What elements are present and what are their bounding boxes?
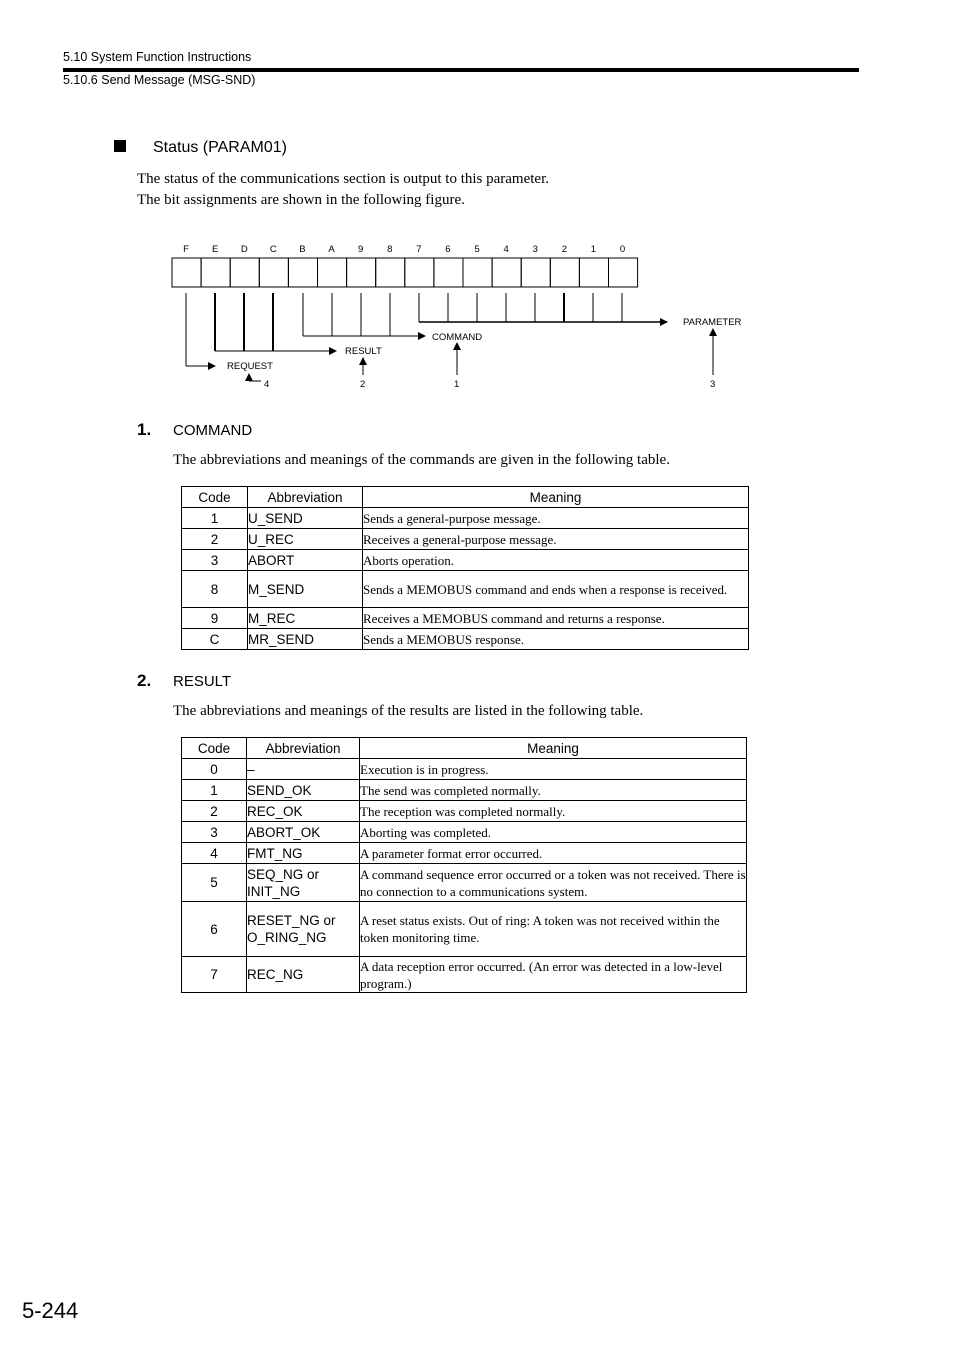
table-row <box>182 759 747 780</box>
result-section-number: 2. <box>137 671 152 690</box>
code-cell: 1 <box>182 780 247 801</box>
result-number: 2 <box>360 379 366 390</box>
meaning-cell: Sends a MEMOBUS response. <box>363 629 749 650</box>
bit-label: 0 <box>619 244 626 255</box>
code-cell: 9 <box>182 608 248 629</box>
bit-label: 6 <box>445 244 451 255</box>
meaning-cell: The send was completed normally. <box>360 780 747 801</box>
meaning-cell: Receives a MEMOBUS command and returns a response. <box>363 608 749 629</box>
code-cell: 2 <box>182 801 247 822</box>
header-subsection: 5.10.6 Send Message (MSG-SND) <box>63 73 256 87</box>
table-row <box>182 843 747 864</box>
bit-box <box>550 258 579 287</box>
header-section: 5.10 System Function Instructions <box>63 50 252 64</box>
bit-label: A <box>328 244 335 255</box>
code-cell: 5 <box>182 864 247 902</box>
bit-label: 8 <box>387 244 393 255</box>
meaning-cell: A parameter format error occurred. <box>360 843 747 864</box>
table-row <box>182 550 749 571</box>
bit-box <box>492 258 521 287</box>
meaning-cell: Execution is in progress. <box>360 759 747 780</box>
table-row <box>182 529 749 550</box>
table-header-row <box>182 738 747 759</box>
bit-label: 2 <box>561 244 567 255</box>
bit-label: C <box>269 244 277 255</box>
meaning-cell: Receives a general-purpose message. <box>363 529 749 550</box>
abbreviation-cell: REC_OK <box>247 801 360 822</box>
abbreviation-cell: ABORT_OK <box>247 822 360 843</box>
command-label: COMMAND <box>432 332 483 343</box>
bit-label: 3 <box>532 244 538 255</box>
bit-label: 9 <box>358 244 364 255</box>
bit-box <box>434 258 463 287</box>
meaning-cell: A command sequence error occurred or a token was not received. There is no connection to a communications system. <box>360 864 747 902</box>
bit-label: 1 <box>590 244 597 255</box>
table-row <box>182 801 747 822</box>
result-section-intro: The abbreviations and meanings of the results are listed in the following table. <box>173 703 644 719</box>
header-code: Code <box>182 487 248 508</box>
code-cell: 0 <box>182 759 247 780</box>
bit-assignment-figure <box>0 0 954 400</box>
parameter-number: 3 <box>710 379 716 390</box>
code-cell: 7 <box>182 957 247 993</box>
bit-box <box>259 258 288 287</box>
meaning-cell: The reception was completed normally. <box>360 801 747 822</box>
table-row <box>182 571 749 608</box>
bit-label: E <box>211 244 219 255</box>
code-cell: 3 <box>182 550 248 571</box>
abbreviation-cell: – <box>247 759 360 780</box>
abbreviation-cell: U_SEND <box>248 508 363 529</box>
code-cell: 1 <box>182 508 248 529</box>
abbreviation-cell: SEND_OK <box>247 780 360 801</box>
bit-box <box>579 258 608 287</box>
bit-box <box>405 258 434 287</box>
bit-box <box>172 258 201 287</box>
command-section-number: 1. <box>137 420 152 439</box>
command-section-title: COMMAND <box>173 422 253 439</box>
abbreviation-cell: ABORT <box>248 550 363 571</box>
result-section-title: RESULT <box>173 673 232 690</box>
abbreviation-cell: M_REC <box>248 608 363 629</box>
command-section-intro: The abbreviations and meanings of the commands are given in the following table. <box>173 452 670 468</box>
bit-label: D <box>240 244 248 255</box>
table-row <box>182 957 747 993</box>
bit-label: 4 <box>503 244 509 255</box>
command-number: 1 <box>454 379 460 390</box>
bit-box <box>347 258 376 287</box>
request-label: REQUEST <box>227 361 273 372</box>
bit-label: B <box>299 244 306 255</box>
bit-box <box>230 258 259 287</box>
bit-box <box>201 258 230 287</box>
bit-box <box>318 258 347 287</box>
table-row <box>182 608 749 629</box>
meaning-cell: Aborting was completed. <box>360 822 747 843</box>
code-cell: 4 <box>182 843 247 864</box>
page-number: 5-244 <box>22 1298 79 1323</box>
abbreviation-cell: MR_SEND <box>248 629 363 650</box>
bit-box <box>376 258 405 287</box>
meaning-cell: A data reception error occurred. (An error was detected in a low-level program.) <box>360 957 747 993</box>
abbreviation-cell: SEQ_NG or INIT_NG <box>247 864 360 902</box>
abbreviation-cell: U_REC <box>248 529 363 550</box>
table-row <box>182 508 749 529</box>
meaning-cell: Sends a MEMOBUS command and ends when a response is received. <box>363 571 749 608</box>
result-label: RESULT <box>345 346 382 357</box>
bit-box <box>609 258 638 287</box>
meaning-cell: Sends a general-purpose message. <box>363 508 749 529</box>
code-cell: 8 <box>182 571 248 608</box>
table-row <box>182 864 747 902</box>
command-table <box>181 486 749 650</box>
code-cell: 2 <box>182 529 248 550</box>
table-row <box>182 780 747 801</box>
bit-label: 7 <box>416 244 422 255</box>
status-text-2: The bit assignments are shown in the following figure. <box>137 192 465 208</box>
result-table <box>181 737 747 993</box>
header-abbreviation: Abbreviation <box>247 738 360 759</box>
bit-label: 5 <box>474 244 480 255</box>
abbreviation-cell: RESET_NG or O_RING_NG <box>247 902 360 957</box>
table-row <box>182 629 749 650</box>
header-code: Code <box>182 738 247 759</box>
header-abbreviation: Abbreviation <box>248 487 363 508</box>
code-cell: C <box>182 629 248 650</box>
code-cell: 3 <box>182 822 247 843</box>
abbreviation-cell: REC_NG <box>247 957 360 993</box>
abbreviation-cell: M_SEND <box>248 571 363 608</box>
bit-label: F <box>183 244 189 255</box>
parameter-label: PARAMETER <box>683 317 742 328</box>
abbreviation-cell: FMT_NG <box>247 843 360 864</box>
header-meaning: Meaning <box>360 738 747 759</box>
bit-box <box>521 258 550 287</box>
table-header-row <box>182 487 749 508</box>
code-cell: 6 <box>182 902 247 957</box>
header-meaning: Meaning <box>363 487 749 508</box>
request-number: 4 <box>264 379 270 390</box>
table-row <box>182 902 747 957</box>
meaning-cell: Aborts operation. <box>363 550 749 571</box>
bit-box <box>288 258 317 287</box>
meaning-cell: A reset status exists. Out of ring: A token was not received within the token monitoring time. <box>360 902 747 957</box>
bit-box <box>463 258 492 287</box>
status-text-1: The status of the communications section is output to this parameter. <box>137 171 550 187</box>
status-title: Status (PARAM01) <box>153 139 287 156</box>
table-row <box>182 822 747 843</box>
